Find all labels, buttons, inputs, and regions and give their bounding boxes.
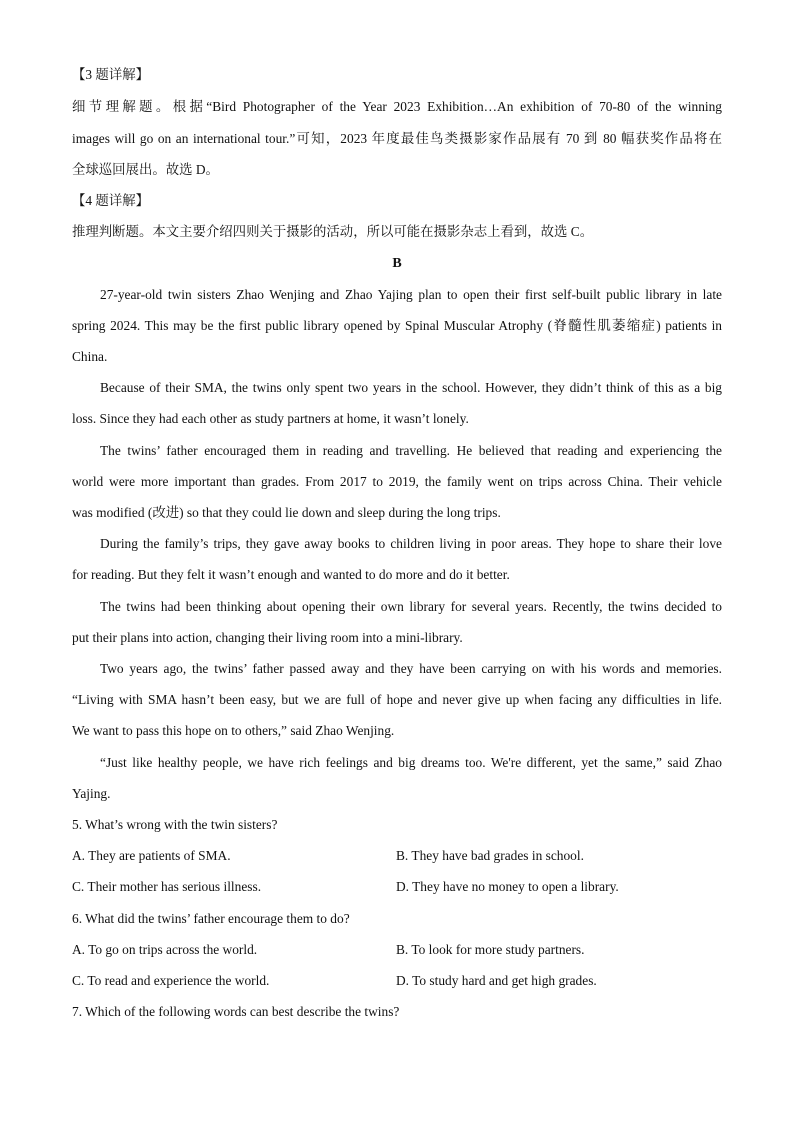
passage-line: 27-year-old twin sisters Zhao Wenjing and Zhao Yajing plan to open their first self-built public library in late — [100, 287, 722, 302]
q3-detail-line: 细节理解题。根据“Bird Photographer of the Year 2023 Exhibition…An exhibition of 70-80 of the winning — [72, 99, 722, 114]
question-option: C. To read and experience the world. — [72, 973, 270, 988]
q3-detail-header: 【3 题详解】 — [72, 67, 149, 82]
question-option: D. To study hard and get high grades. — [396, 973, 597, 988]
question-option: D. They have no money to open a library. — [396, 879, 619, 894]
passage-line: China. — [72, 349, 108, 364]
passage-line: put their plans into action, changing their living room into a mini-library. — [72, 630, 463, 645]
passage-line: The twins had been thinking about opening their own library for several years. Recently, the twins decided to — [100, 599, 722, 614]
question-stem: 5. What’s wrong with the twin sisters? — [72, 817, 278, 832]
passage-line: spring 2024. This may be the first public library opened by Spinal Muscular Atrophy (脊髓性肌萎缩症) patients in — [72, 318, 722, 333]
passage-line: Because of their SMA, the twins only spent two years in the school. However, they didn’t think of this as a big — [100, 380, 722, 395]
passage-line: was modified (改进) so that they could lie down and sleep during the long trips. — [72, 505, 501, 520]
question-option: A. They are patients of SMA. — [72, 848, 231, 863]
passage-line: “Just like healthy people, we have rich feelings and big dreams too. We're different, yet the same,” said Zhao — [100, 755, 722, 770]
passage-line: Two years ago, the twins’ father passed away and they have been carrying on with his words and memories. — [100, 661, 722, 676]
q3-detail-line: images will go on an international tour.”可知，2023 年度最佳鸟类摄影家作品展有 70 到 80 幅获奖作品将在 — [72, 131, 722, 146]
q4-detail-line: 推理判断题。本文主要介绍四则关于摄影的活动，所以可能在摄影杂志上看到，故选 C。 — [72, 224, 594, 239]
q3-detail-line: 全球巡回展出。故选 D。 — [72, 162, 219, 177]
passage-line: Yajing. — [72, 786, 111, 801]
question-stem: 6. What did the twins’ father encourage them to do? — [72, 911, 350, 926]
question-option: A. To go on trips across the world. — [72, 942, 258, 957]
q4-detail-header: 【4 题详解】 — [72, 193, 149, 208]
passage-line: “Living with SMA hasn’t been easy, but we are full of hope and never give up when facing any difficulties in life. — [72, 692, 722, 707]
passage-title: B — [392, 256, 402, 271]
passage-line: loss. Since they had each other as study partners at home, it wasn’t lonely. — [72, 411, 469, 426]
question-option: B. To look for more study partners. — [396, 942, 585, 957]
question-option: C. Their mother has serious illness. — [72, 879, 262, 894]
passage-line: During the family’s trips, they gave away books to children living in poor areas. They hope to share their love — [100, 536, 722, 551]
question-option: B. They have bad grades in school. — [396, 848, 584, 863]
passage-line: We want to pass this hope on to others,” said Zhao Wenjing. — [72, 723, 395, 738]
passage-line: The twins’ father encouraged them in reading and travelling. He believed that reading and experiencing the — [100, 443, 722, 458]
question-stem: 7. Which of the following words can best describe the twins? — [72, 1004, 400, 1019]
passage-line: world were more important than grades. From 2017 to 2019, the family went on trips across China. Their vehicle — [72, 474, 722, 489]
passage-line: for reading. But they felt it wasn’t enough and wanted to do more and do it better. — [72, 567, 510, 582]
